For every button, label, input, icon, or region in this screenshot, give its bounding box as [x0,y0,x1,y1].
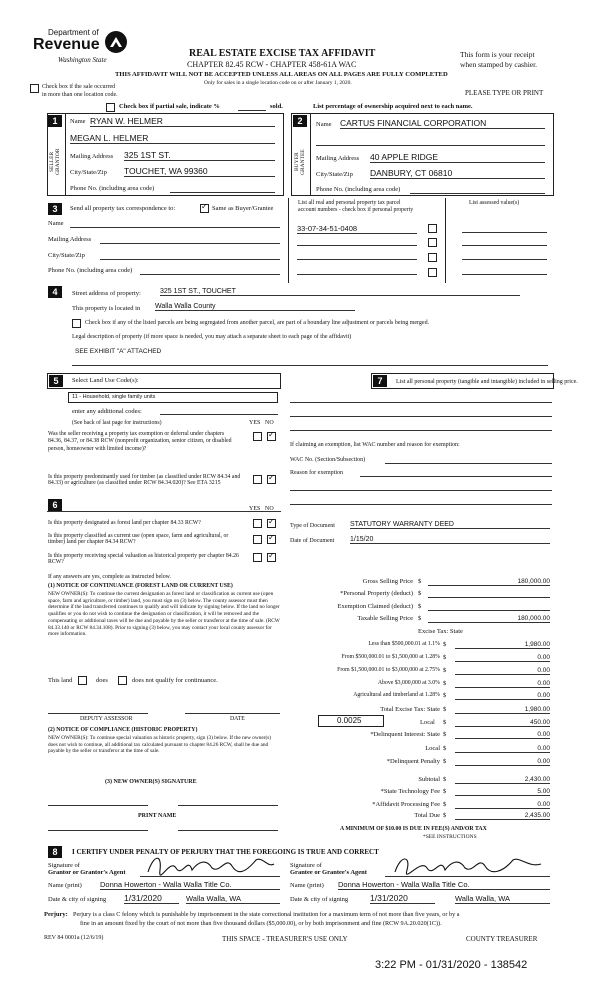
tier-2[interactable]: 0.00 [455,654,550,662]
only-for-note: Only for sales in a single location code on or after January 1, 2020. [204,80,352,86]
s6-q1-no[interactable] [267,519,276,528]
minimum-note: A MINIMUM OF $10.00 IS DUE IN FEE(S) AND/OR TAX [340,826,487,832]
tier-4-label: Above $3,000,000 at 3.0% [377,680,440,686]
seller-grantor-label: SELLER GRANTOR [49,148,61,176]
parcel-2-personal-checkbox[interactable] [428,238,437,247]
land-use-value: 11 - Household, single family units [72,394,156,400]
dollar-t1: $ [443,641,447,648]
delinquent-state[interactable]: 0.00 [455,731,550,739]
tier-1[interactable]: 1,980.00 [455,641,550,649]
dollar-dp: $ [443,758,447,765]
taxable-price-label: Taxable Selling Price [357,615,413,622]
form-revision: REV 84 0001a (12/6/19) [44,935,104,941]
tech-fee-label: *State Technology Fee [380,788,440,795]
s1-mailing-label: Mailing Address [70,153,114,160]
s1-phone-label: Phone No. (including area code) [70,185,155,192]
multi-location-label-2: in more than one location code. [42,92,118,98]
see-instructions: *SEE INSTRUCTIONS [423,834,477,840]
s3-name-label: Name [48,220,64,227]
form-title: REAL ESTATE EXCISE TAX AFFIDAVIT [189,48,376,59]
seller-mailing[interactable]: 325 1ST ST. [124,150,275,161]
this-land-label: This land [48,677,73,684]
section-1-number: 1 [48,115,62,127]
dollar-dl: $ [443,745,447,752]
segregated-checkbox[interactable] [72,319,81,328]
grantor-signature[interactable] [140,852,280,878]
does-not-qualify-checkbox[interactable] [118,676,127,685]
delinquent-local[interactable]: 0.00 [455,745,550,753]
dollar-local: $ [443,719,447,726]
delinquent-penalty[interactable]: 0.00 [455,758,550,766]
grantor-print-name[interactable]: Donna Howerton - Walla Walla Title Co. [100,880,280,890]
parcel-header-1: List all real and personal property tax parcel [298,200,401,206]
personal-property-deduct[interactable] [428,590,550,598]
dollar-af: $ [443,801,447,808]
buyer-grantee-label: BUYER GRANTEE [294,149,306,175]
s1-name-label: Name [70,118,86,125]
s2-mailing-label: Mailing Address [316,155,360,162]
does-not-label: does not qualify for continuance. [132,677,218,684]
deputy-date-label: DATE [230,716,245,722]
s6-q3-no[interactable] [267,553,276,562]
affidavit-fee[interactable]: 0.00 [455,801,550,809]
section-5-number: 5 [49,375,63,387]
wac-label: WAC No. (Section/Subsection) [290,457,366,463]
seller-name-1[interactable]: RYAN W. HELMER [90,116,275,127]
dollar-ds: $ [443,731,447,738]
grantee-print-name[interactable]: Donna Howerton - Walla Walla Title Co. [338,880,550,890]
grantee-city[interactable]: Walla Walla, WA [455,894,550,904]
personal-property-label: List all personal property (tangible and intangible) included in selling price. [396,379,578,385]
tier-3[interactable]: 0.00 [455,667,550,675]
s5-q1: Was the seller receiving a property tax exemption or deferral under chapters 84.36, 84.37, or 84.38 RCW (nonprofit organization, senior citizen, or disabled person, homeowner with limited income)? [48,431,232,452]
print-name-label: PRINT NAME [138,813,177,819]
revenue-logo-icon [104,30,128,54]
section-2-number: 2 [293,115,307,127]
tier-1-label: Less than $500,000.01 at 1.1% [368,641,440,647]
form-chapter: CHAPTER 82.45 RCW - CHAPTER 458-61A WAC [187,60,357,69]
dollar-2: $ [418,590,422,597]
street-address-label: Street address of property: [72,290,141,297]
type-or-print: PLEASE TYPE OR PRINT [465,89,544,97]
delinquent-penalty-label: *Delinquent Penalty [386,758,440,765]
perjury-text-2: fine in an amount fixed by the court of not more than five thousand dollars ($5,000.00), or by both imprisonment and fine (RCW 9A.20.020(1C)). [80,920,442,927]
reason-label: Reason for exemption [290,470,343,476]
partial-sale-checkbox[interactable] [106,103,115,112]
county-treasurer: COUNTY TREASURER [466,935,538,943]
section-7-number: 7 [373,375,387,387]
buyer-city[interactable]: DANBURY, CT 06810 [370,168,545,179]
tier-4[interactable]: 0.00 [455,680,550,688]
s5-q2-yes[interactable] [253,475,262,484]
sig-grantor-label-2: Grantor or Grantor's Agent [48,869,126,876]
buyer-mailing[interactable]: 40 APPLE RIDGE [370,152,545,163]
doc-date[interactable]: 1/15/20 [350,536,550,544]
name-print-label-grantee: Name (print) [290,882,324,889]
s6-yes: YES [249,506,261,512]
total-due[interactable]: 2,435.00 [455,812,550,820]
located-in-label: This property is located in [72,305,141,312]
s3-mailing-label: Mailing Address [48,236,92,243]
taxable-price[interactable]: 180,000.00 [428,615,550,623]
excise-state-label: Excise Tax: State [418,628,463,635]
section-4-number: 4 [48,286,62,298]
notice-2-title: (2) NOTICE OF COMPLIANCE (HISTORIC PROPERTY) [48,727,198,733]
s5-no: NO [265,420,274,426]
deputy-assessor-label: DEPUTY ASSESSOR [80,716,133,722]
receipt-note-2: when stamped by cashier. [460,60,538,69]
multi-location-label-1: Check box if the sale occurred [42,84,116,90]
seller-city[interactable]: TOUCHET, WA 99360 [124,166,275,177]
dept-line: Department of [48,28,99,37]
affidavit-fee-label: *Affidavit Processing Fee [372,801,440,808]
s5-yes: YES [249,420,261,426]
partial-sale-label: Check box if partial sale, indicate % [119,103,220,110]
name-print-label-grantor: Name (print) [48,882,82,889]
section-8-number: 8 [48,846,62,858]
s1-city-label: City/State/Zip [70,169,107,176]
dept-name: Revenue [33,36,100,53]
dollar-tf: $ [443,788,447,795]
gross-price[interactable]: 180,000.00 [428,578,550,586]
s6-q2: Is this property classified as current use (open space, farm and agricultural, or timber) land per chapter 84.34 RCW? [48,533,229,546]
tier-5[interactable]: 0.00 [455,692,550,700]
local-label: Local [420,719,435,726]
s5-q2-no[interactable] [267,475,276,484]
doc-date-label: Date of Document [290,538,335,544]
parcel-1-personal-checkbox[interactable] [428,224,437,233]
dollar-t4: $ [443,680,447,687]
does-qualify-checkbox[interactable] [78,676,87,685]
cashier-stamp: 3:22 PM - 01/31/2020 - 138542 [375,959,528,971]
total-state[interactable]: 1,980.00 [455,706,550,714]
doc-type[interactable]: STATUTORY WARRANTY DEED [350,521,550,529]
additional-codes-label: enter any additional codes: [72,408,142,415]
dollar-t5: $ [443,692,447,699]
same-as-buyer-checkbox[interactable] [200,204,209,213]
s3-phone-label: Phone No. (including area code) [48,267,133,274]
same-as-buyer-label: Same as Buyer/Grantee [212,205,274,212]
doc-type-label: Type of Document [290,523,335,529]
located-county[interactable]: Walla Walla County [155,303,355,311]
subtotal[interactable]: 2,430.00 [455,776,550,784]
dollar-3: $ [418,603,422,610]
personal-property-deduct-label: *Personal Property (deduct) [340,590,413,597]
s6-no: NO [265,506,274,512]
legal-description[interactable]: SEE EXHIBIT "A" ATTACHED [75,348,162,355]
see-back-note: (See back of last page for instructions) [72,420,162,426]
partial-sale-sold: sold. [270,103,283,110]
tier-2-label: From $500,000.01 to $1,500,000 at 1.28% [341,654,440,660]
land-use-label: Select Land Use Code(s): [72,377,139,384]
sig-grantee-label-1: Signature of [290,862,322,869]
tier-5-label: Agricultural and timberland at 1.28% [353,692,440,698]
s6-q2-yes[interactable] [253,535,262,544]
send-correspondence-label: Send all property tax correspondence to: [70,205,176,212]
s2-phone-label: Phone No. (including area code) [316,186,401,193]
dollar-t2: $ [443,654,447,661]
gross-price-label: Gross Selling Price [362,578,413,585]
parcel-3-personal-checkbox[interactable] [428,253,437,262]
s3-city-label: City/State/Zip [48,252,85,259]
grantee-date[interactable]: 1/31/2020 [370,893,435,904]
delinquent-local-label: Local [425,745,440,752]
dollar-4: $ [418,615,422,622]
notice-1-title: (1) NOTICE OF CONTINUANCE (FOREST LAND OR CURRENT USE) [48,583,233,589]
dollar-ts: $ [443,706,447,713]
street-address[interactable]: 325 1ST ST., TOUCHET [160,288,520,296]
s6-q2-no[interactable] [267,535,276,544]
s2-city-label: City/State/Zip [316,171,353,178]
state-name: Washington State [58,56,107,64]
segregated-label: Check box if any of the listed parcels are being segregated from another parcel, are part of a boundary line adjustment or parcels being merged. [85,320,430,326]
assessed-header: List assessed value(s) [469,200,520,206]
total-state-label: Total Excise Tax: State [380,706,440,713]
treasurer-space: THIS SPACE - TREASURER'S USE ONLY [222,935,348,943]
delinquent-state-label: *Delinquent Interest: State [370,731,440,738]
ownership-pct-note: List percentage of ownership acquired next to each name. [313,103,473,110]
date-city-label-grantee: Date & city of signing [290,896,349,903]
s6-q1-yes[interactable] [253,519,262,528]
dollar-t3: $ [443,667,447,674]
s6-if-yes: If any answers are yes, complete as instructed below. [48,574,171,580]
tech-fee[interactable]: 5.00 [455,788,550,796]
perjury-label: Perjury: [44,911,68,918]
dollar-td: $ [443,812,447,819]
subtotal-label: Subtotal [418,776,440,783]
local-rate: 0.0025 [337,716,362,725]
certify-statement: I CERTIFY UNDER PENALTY OF PERJURY THAT THE FOREGOING IS TRUE AND CORRECT [72,848,379,856]
local-tax[interactable]: 450.00 [455,719,550,727]
parcel-number-1[interactable]: 33-07-34-51-0408 [297,224,417,234]
parcel-header-2: account numbers - check box if personal property [298,207,414,213]
exemption-label: If claiming an exemption, list WAC number and reason for exemption: [290,442,460,448]
grantor-date[interactable]: 1/31/2020 [124,893,179,904]
section-6-number: 6 [48,499,62,511]
dollar-1: $ [418,578,422,585]
seller-name-2[interactable]: MEGAN L. HELMER [70,133,275,144]
s2-name-label: Name [316,121,332,128]
date-city-label-grantor: Date & city of signing [48,896,107,903]
s6-q1: Is this property designated as forest land per chapter 84.33 RCW? [48,520,201,526]
section-3-number: 3 [48,203,62,215]
receipt-note-1: This form is your receipt [460,50,535,59]
tier-3-label: From $1,500,000.01 to $3,000,000 at 2.75% [337,667,440,673]
multi-location-checkbox[interactable] [30,84,39,93]
notice-1-text: NEW OWNER(S): To continue the current designation as forest land or classification as current use (open space, farm and agriculture, or timber) land, you must sign on (3) below. The county assessor must then determine if the land transferred continues to qualify and will indicate by signing below. If the land no longer qualifies or you do not wish to continue the designation or classification, it will be removed and the compensating or additional taxes will be due and payable by the seller or transferor at the time of sale. (RCW 84.33.140 or RCW 84.34.108). Prior to signing (3) below, you may contact your local county assessor for more information. [48,591,280,638]
total-due-label: Total Due [414,812,440,819]
dollar-sub: $ [443,776,447,783]
new-owner-signature-label: (3) NEW OWNER(S) SIGNATURE [105,779,197,785]
sig-grantor-label-1: Signature of [48,862,80,869]
s6-q3-yes[interactable] [253,553,262,562]
perjury-text-1: Perjury is a class C felony which is punishable by imprisonment in the state correctional institution for a maximum term of not more than five years, or by a [73,911,460,918]
notice-2-text: NEW OWNER(S): To continue special valuation as historic property, sign (3) below. If the new owner(s) does not wish to continue, all additional tax calculated pursuant to chapter 84.26 RCW, shall be due and payable by the seller or transferor at the time of sale. [48,735,272,755]
parcel-4-personal-checkbox[interactable] [428,268,437,277]
exemption-deduct[interactable] [428,603,550,611]
form-warning: THIS AFFIDAVIT WILL NOT BE ACCEPTED UNLESS ALL AREAS ON ALL PAGES ARE FULLY COMPLETED [115,71,448,78]
s6-q3: Is this property receiving special valuation as historical property per chapter 84.26 RCW? [48,553,239,566]
grantor-city[interactable]: Walla Walla, WA [186,894,280,904]
s5-q1-yes[interactable] [253,432,262,441]
s5-q1-no[interactable] [267,432,276,441]
grantee-signature[interactable] [385,852,550,878]
s5-q2: Is this property predominantly used for timber (as classified under RCW 84.34 and 84.33) or agriculture (as classified under RCW 84.34.020)? See ETA 3215 [48,474,241,487]
legal-description-label: Legal description of property (if more space is needed, you may attach a separate sheet to each page of the affidavit) [72,334,352,340]
buyer-name-1[interactable]: CARTUS FINANCIAL CORPORATION [340,118,545,129]
sig-grantee-label-2: Grantee or Grantee's Agent [290,869,367,876]
does-label: does [96,677,108,684]
exemption-deduct-label: Exemption Claimed (deduct) [337,603,413,610]
